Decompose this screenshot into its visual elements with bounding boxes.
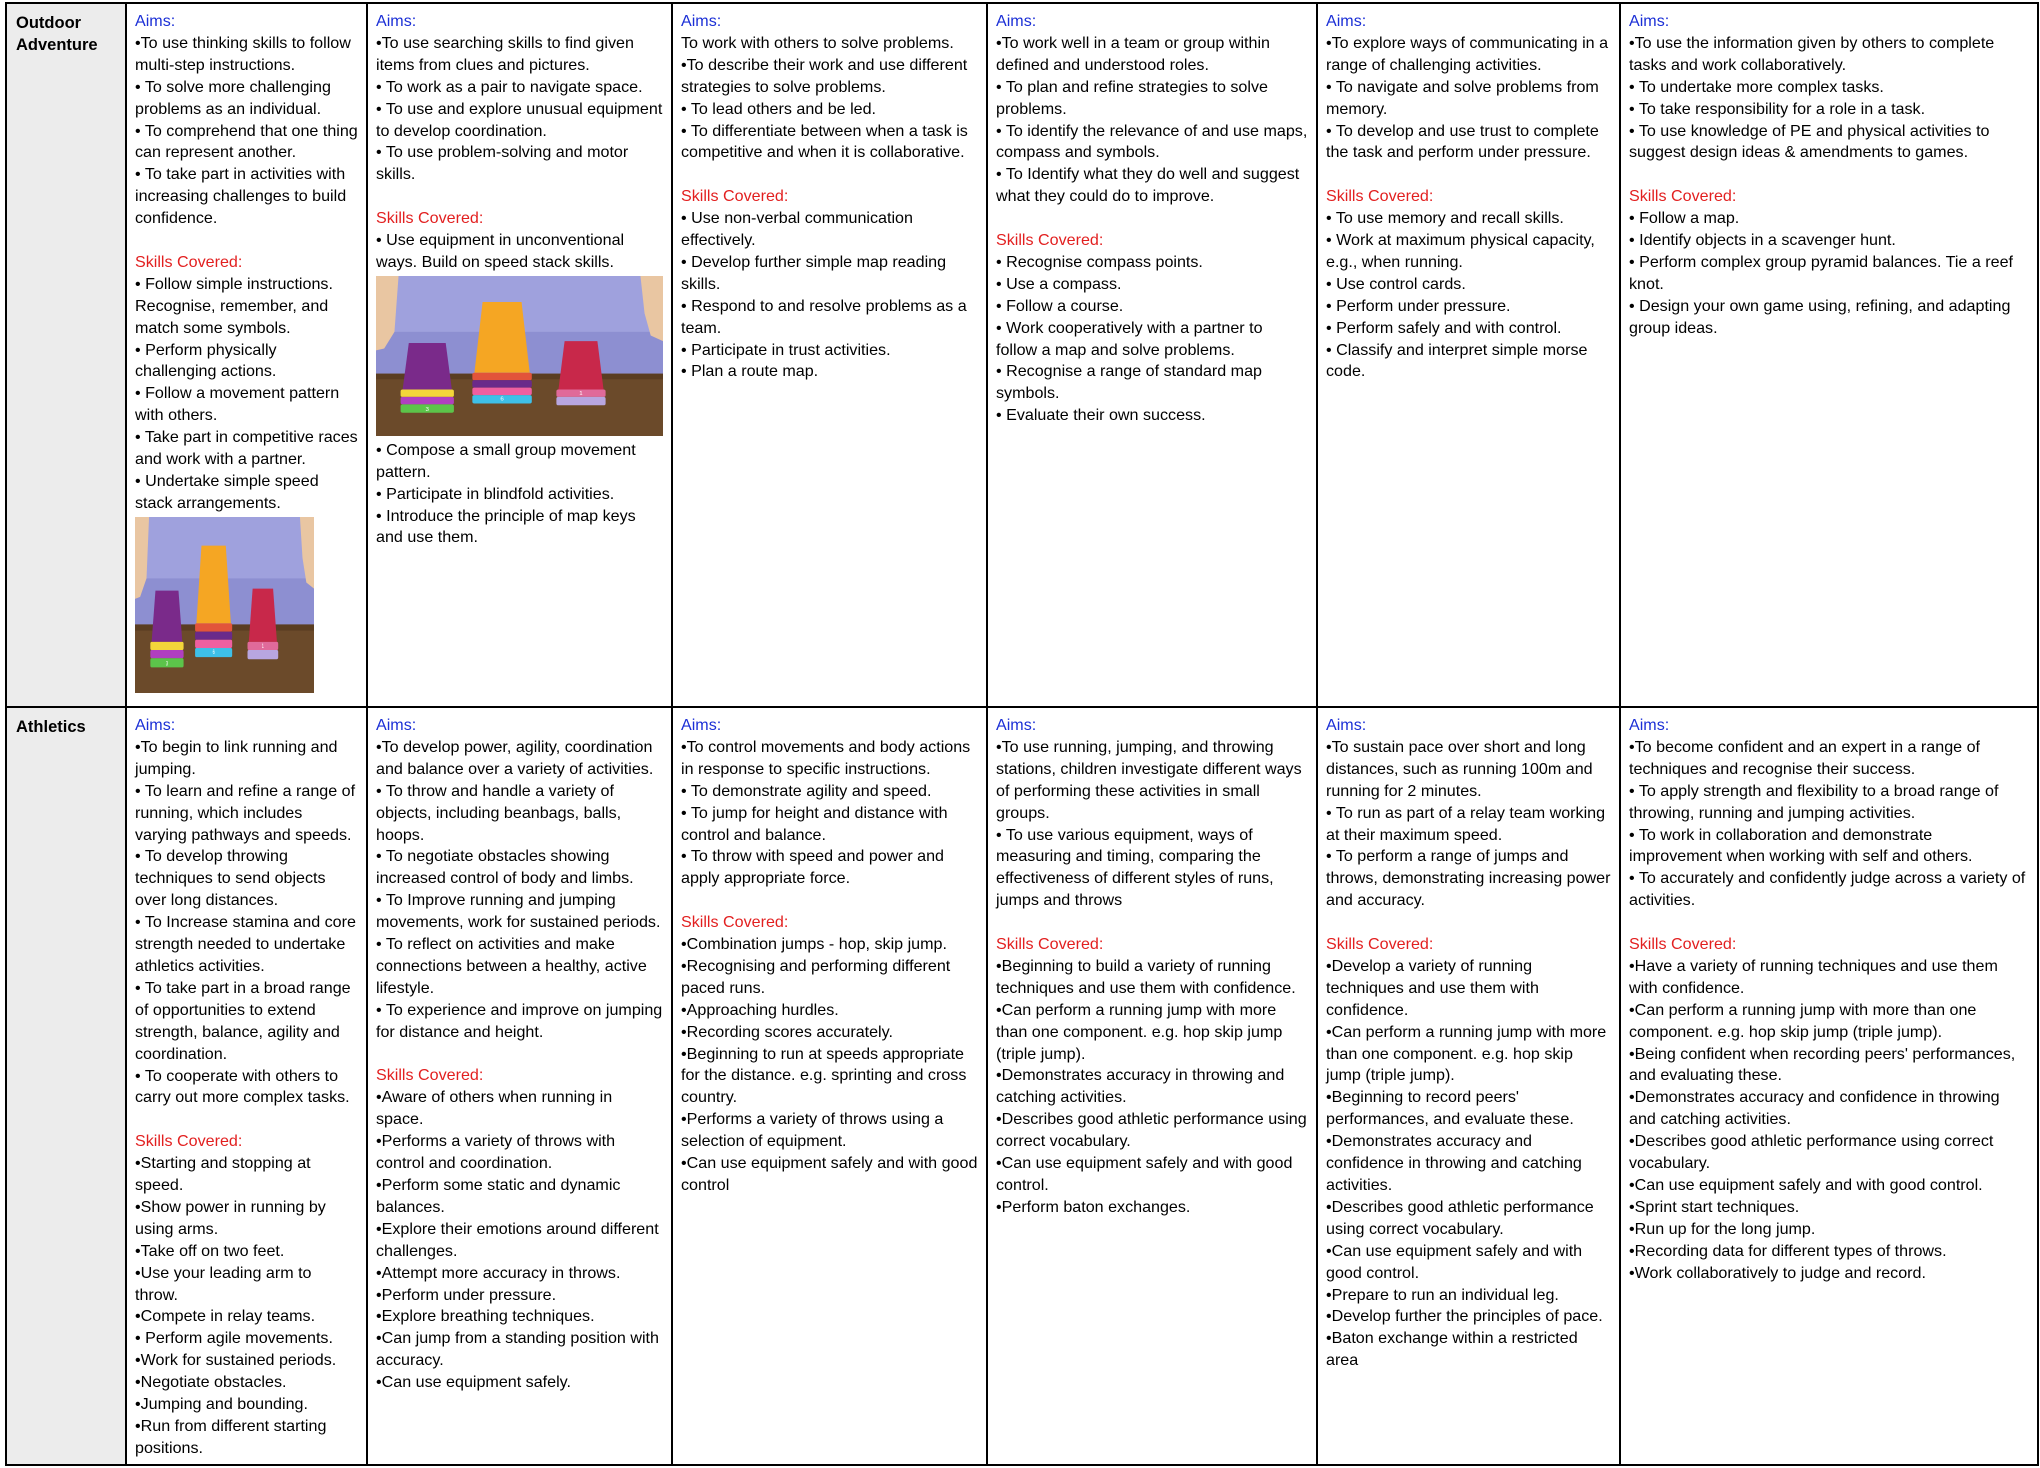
skill-item: •Describes good athletic performance using correct vocabulary.: [1326, 1197, 1594, 1238]
skills-heading: Skills Covered:: [135, 252, 243, 271]
svg-text:1: 1: [261, 643, 264, 651]
skill-item: • Perform complex group pyramid balances. Tie a reef knot.: [1629, 252, 2014, 293]
aim-item: • To develop and use trust to complete the task and perform under pressure.: [1326, 121, 1599, 162]
spacer: [681, 164, 978, 186]
aim-item: • To develop throwing techniques to send objects over long distances.: [135, 847, 326, 910]
aim-item: •To develop power, agility, coordination and balance over a variety of activities.: [376, 737, 654, 778]
aim-item: • To accurately and confidently judge across a variety of activities.: [1629, 869, 2026, 910]
skill-item: •Use your leading arm to throw.: [135, 1263, 312, 1304]
curriculum-cell: [126, 707, 367, 1465]
skill-item: •Describes good athletic performance using correct vocabulary.: [996, 1110, 1307, 1151]
aim-item: • To reflect on activities and make connections between a healthy, active lifestyle.: [376, 935, 647, 997]
skill-item: • Follow a map.: [1629, 209, 1740, 228]
skill-item: •Run up for the long jump.: [1629, 1219, 1816, 1238]
spacer: [135, 230, 358, 252]
aims-heading: Aims:: [1326, 716, 1367, 734]
skill-item: •Can perform a running jump with more than one component. e.g. hop skip jump (triple jump).: [996, 1000, 1283, 1063]
aim-item: • To Identify what they do well and suggest what they could do to improve.: [996, 165, 1300, 206]
skill-item: •Performs a variety of throws using a selection of equipment.: [681, 1110, 944, 1151]
skill-item: •Work for sustained periods.: [135, 1351, 337, 1370]
skill-item: •Can use equipment safely and with good control: [681, 1154, 978, 1195]
aim-item: • To jump for height and distance with control and balance.: [681, 803, 948, 844]
skill-item: •Recognising and performing different paced runs.: [681, 956, 951, 997]
subject-label: Athletics: [6, 707, 126, 1465]
aim-item: • To use knowledge of PE and physical activities to suggest design ideas & amendments to games.: [1629, 121, 1990, 162]
curriculum-cell: [672, 707, 987, 1465]
skill-item: •Can use equipment safely and with good control.: [1326, 1241, 1583, 1282]
aim-item: • To apply strength and flexibility to a broad range of throwing, running and jumping activities.: [1629, 781, 1999, 822]
skills-heading: Skills Covered:: [376, 209, 484, 228]
skills-heading: Skills Covered:: [1629, 187, 1737, 206]
skill-item: • Follow simple instructions. Recognise, remember, and match some symbols.: [135, 274, 333, 337]
skill-item: •Can perform a running jump with more than one component. e.g. hop skip jump (triple jump).: [1326, 1022, 1607, 1085]
aim-item: •To use running, jumping, and throwing stations, children investigate different ways of performing these activities in small groups.: [996, 737, 1302, 822]
aims-heading: Aims:: [376, 12, 417, 30]
skill-item: •Compete in relay teams.: [135, 1307, 316, 1326]
skill-item: •Show power in running by using arms.: [135, 1197, 326, 1238]
aims-heading: Aims:: [1629, 716, 1670, 734]
curriculum-cell: [1317, 707, 1620, 1465]
skill-item: •Approaching hurdles.: [681, 1000, 839, 1019]
aim-item: •To use searching skills to find given items from clues and pictures.: [376, 33, 634, 74]
skill-item: • Use equipment in unconventional ways. Build on speed stack skills.: [376, 231, 625, 271]
curriculum-cell: [126, 3, 367, 707]
activity-photo: [376, 276, 663, 436]
curriculum-table: [5, 2, 2039, 1466]
svg-text:3: 3: [165, 660, 169, 668]
skill-item: •Demonstrates accuracy in throwing and catching activities.: [996, 1066, 1285, 1107]
aim-item: To work with others to solve problems.: [681, 33, 954, 52]
table-row: [6, 707, 2038, 1465]
skill-item: • Use a compass.: [996, 274, 1122, 293]
curriculum-cell: [367, 3, 672, 707]
curriculum-cell: [1620, 3, 2038, 707]
aim-item: • To navigate and solve problems from memory.: [1326, 77, 1599, 118]
aim-item: • To comprehend that one thing can represent another.: [135, 121, 358, 162]
aims-heading: Aims:: [1326, 12, 1367, 30]
skills-heading: Skills Covered:: [135, 1132, 243, 1151]
skill-item: •Demonstrates accuracy and confidence in throwing and catching activities.: [1629, 1088, 2000, 1129]
skill-item: • Work at maximum physical capacity, e.g., when running.: [1326, 231, 1595, 271]
aim-item: • To take responsibility for a role in a task.: [1629, 99, 1926, 118]
skills-heading: Skills Covered:: [681, 187, 789, 206]
aim-item: • To take part in activities with increasing challenges to build confidence.: [135, 165, 347, 228]
skill-item: •Beginning to build a variety of running techniques and use them with confidence.: [996, 956, 1296, 997]
skills-heading: Skills Covered:: [1326, 187, 1434, 206]
skill-item: •Baton exchange within a restricted area: [1326, 1329, 1578, 1370]
speed-stack-cups-image: [376, 276, 663, 436]
spacer: [681, 890, 978, 912]
skill-item: • Perform safely and with control.: [1326, 318, 1562, 337]
skills-heading: Skills Covered:: [1326, 935, 1434, 954]
skill-item: • Perform under pressure.: [1326, 296, 1511, 315]
skill-item: •Work collaboratively to judge and record.: [1629, 1263, 1926, 1282]
spacer: [996, 208, 1308, 230]
aim-item: • To negotiate obstacles showing increased control of body and limbs.: [376, 847, 634, 888]
curriculum-cell: [987, 3, 1317, 707]
subject-label: Outdoor Adventure: [6, 3, 126, 707]
aim-item: •To describe their work and use different strategies to solve problems.: [681, 55, 968, 96]
skill-item: •Perform some static and dynamic balances.: [376, 1176, 621, 1216]
skill-item: •Recording scores accurately.: [681, 1022, 893, 1041]
skill-item: •Can use equipment safely and with good control.: [996, 1154, 1293, 1195]
skill-item: • Respond to and resolve problems as a team.: [681, 296, 967, 337]
skill-item: •Sprint start techniques.: [1629, 1197, 1800, 1216]
skill-item: •Aware of others when running in space.: [376, 1088, 613, 1129]
aim-item: • To run as part of a relay team working at their maximum speed.: [1326, 803, 1606, 844]
skill-item: • Follow a movement pattern with others.: [135, 384, 340, 425]
aim-item: • To work as a pair to navigate space.: [376, 77, 643, 96]
skill-item: •Explore breathing techniques.: [376, 1307, 595, 1326]
skill-item: •Recording data for different types of throws.: [1629, 1241, 1947, 1260]
aims-heading: Aims:: [996, 716, 1037, 734]
spacer: [376, 186, 663, 208]
skill-item: •Attempt more accuracy in throws.: [376, 1263, 621, 1282]
aim-item: •To explore ways of communicating in a range of challenging activities.: [1326, 33, 1609, 74]
skill-item: •Can perform a running jump with more than one component. e.g. hop skip jump (triple jump).: [1629, 1000, 1977, 1041]
aim-item: • To undertake more complex tasks.: [1629, 77, 1884, 96]
spacer: [1326, 912, 1611, 934]
aim-item: • To differentiate between when a task is competitive and when it is collaborative.: [681, 121, 968, 162]
skill-item: • Classify and interpret simple morse code.: [1326, 340, 1588, 381]
aim-item: • To demonstrate agility and speed.: [681, 781, 932, 800]
spacer: [996, 912, 1308, 934]
skill-item: • Design your own game using, refining, and adapting group ideas.: [1629, 296, 2011, 337]
skill-item: •Beginning to run at speeds appropriate for the distance. e.g. sprinting and cross country.: [681, 1044, 967, 1107]
skill-item: •Starting and stopping at speed.: [135, 1154, 311, 1195]
aim-item: •To become confident and an expert in a range of techniques and recognise their success.: [1629, 737, 1980, 778]
skill-item: • Plan a route map.: [681, 362, 819, 381]
skill-item: • Use control cards.: [1326, 274, 1466, 293]
skill-item: • Evaluate their own success.: [996, 406, 1206, 425]
aim-item: • To work in collaboration and demonstrate improvement when working with self and others.: [1629, 825, 1973, 866]
skills-heading: Skills Covered:: [996, 935, 1104, 954]
activity-photo: [135, 517, 314, 693]
curriculum-cell: [1620, 707, 2038, 1465]
skill-item: • Work cooperatively with a partner to follow a map and solve problems.: [996, 318, 1263, 359]
curriculum-cell: [367, 707, 672, 1465]
skill-item: •Explore their emotions around different challenges.: [376, 1219, 659, 1260]
aims-heading: Aims:: [376, 716, 417, 734]
skill-item: • Participate in trust activities.: [681, 340, 891, 359]
svg-text:6: 6: [212, 649, 215, 657]
aim-item: • To Improve running and jumping movements, work for sustained periods.: [376, 891, 661, 932]
curriculum-cell: [1317, 3, 1620, 707]
skill-item: •Have a variety of running techniques and use them with confidence.: [1629, 956, 1998, 997]
skill-item: • Introduce the principle of map keys and use them.: [376, 506, 636, 547]
skill-item: •Performs a variety of throws with control and coordination.: [376, 1132, 616, 1173]
skill-item: •Can use equipment safely.: [376, 1373, 571, 1392]
aims-heading: Aims:: [681, 716, 722, 734]
aims-heading: Aims:: [135, 716, 176, 734]
skill-item: •Develop further the principles of pace.: [1326, 1307, 1603, 1326]
skills-heading: Skills Covered:: [1629, 935, 1737, 954]
svg-text:3: 3: [425, 406, 429, 413]
skill-item: • Compose a small group movement pattern.: [376, 440, 636, 481]
skill-item: • Perform agile movements.: [135, 1329, 333, 1348]
aim-item: •To work well in a team or group within defined and understood roles.: [996, 33, 1270, 74]
aim-item: • To throw with speed and power and apply appropriate force.: [681, 847, 944, 888]
aim-item: •To sustain pace over short and long distances, such as running 100m and running for 2 minutes.: [1326, 737, 1593, 800]
spacer: [135, 1109, 358, 1131]
aim-item: • To Increase stamina and core strength needed to undertake athletics activities.: [135, 913, 356, 975]
aim-item: • To lead others and be led.: [681, 99, 877, 118]
skill-item: • Follow a course.: [996, 296, 1124, 315]
aim-item: •To use the information given by others to complete tasks and work collaboratively.: [1629, 33, 1995, 74]
aim-item: • To experience and improve on jumping for distance and height.: [376, 1000, 663, 1041]
aim-item: • To use problem-solving and motor skills.: [376, 143, 629, 184]
skill-item: •Perform under pressure.: [376, 1285, 557, 1304]
aim-item: • To throw and handle a variety of objects, including beanbags, balls, hoops.: [376, 781, 622, 844]
skills-heading: Skills Covered:: [376, 1066, 484, 1085]
skill-item: •Can jump from a standing position with accuracy.: [376, 1329, 659, 1370]
speed-stack-cups-image: [135, 517, 314, 693]
skill-item: •Prepare to run an individual leg.: [1326, 1285, 1559, 1304]
aims-heading: Aims:: [681, 12, 722, 30]
skill-item: •Can use equipment safely and with good control.: [1629, 1176, 1983, 1195]
aim-item: •To use thinking skills to follow multi-step instructions.: [135, 33, 351, 74]
aim-item: • To use various equipment, ways of measuring and timing, comparing the effectiveness of different styles of runs, jumps and throws: [996, 825, 1274, 910]
skill-item: •Beginning to record peers' performances, and evaluate these.: [1326, 1088, 1574, 1129]
aim-item: • To identify the relevance of and use maps, compass and symbols.: [996, 121, 1308, 162]
svg-text:1: 1: [579, 391, 583, 397]
skill-item: • Take part in competitive races and work with a partner.: [135, 428, 358, 469]
aim-item: • To perform a range of jumps and throws, demonstrating increasing power and accuracy.: [1326, 847, 1611, 910]
skill-item: •Negotiate obstacles.: [135, 1373, 287, 1392]
svg-text:6: 6: [500, 396, 504, 403]
curriculum-cell: [672, 3, 987, 707]
skill-item: • Identify objects in a scavenger hunt.: [1629, 231, 1896, 250]
aims-heading: Aims:: [135, 12, 176, 30]
skill-item: • Participate in blindfold activities.: [376, 484, 615, 503]
skill-item: •Jumping and bounding.: [135, 1395, 308, 1414]
spacer: [1326, 164, 1611, 186]
aim-item: • To take part in a broad range of opportunities to extend strength, balance, agility and coordination.: [135, 978, 351, 1063]
skill-item: • Recognise compass points.: [996, 252, 1203, 271]
skill-item: • Use non-verbal communication effectively.: [681, 209, 913, 250]
aim-item: •To begin to link running and jumping.: [135, 737, 338, 778]
aim-item: • To solve more challenging problems as an individual.: [135, 77, 331, 118]
skills-heading: Skills Covered:: [681, 913, 789, 932]
skill-item: •Perform baton exchanges.: [996, 1197, 1191, 1216]
skill-item: •Develop a variety of running techniques and use them with confidence.: [1326, 956, 1539, 1019]
aim-item: • To use and explore unusual equipment to develop coordination.: [376, 99, 663, 140]
skill-item: •Combination jumps - hop, skip jump.: [681, 935, 947, 954]
skill-item: •Demonstrates accuracy and confidence in throwing and catching activities.: [1326, 1132, 1582, 1195]
skill-item: • Develop further simple map reading skills.: [681, 252, 947, 293]
aim-item: •To control movements and body actions in response to specific instructions.: [681, 737, 971, 778]
aim-item: • To plan and refine strategies to solve problems.: [996, 77, 1268, 118]
skill-item: • Recognise a range of standard map symbols.: [996, 362, 1262, 403]
aims-heading: Aims:: [996, 12, 1037, 30]
skill-item: •Take off on two feet.: [135, 1241, 285, 1260]
skill-item: • To use memory and recall skills.: [1326, 209, 1564, 228]
skill-item: • Perform physically challenging actions.: [135, 340, 277, 381]
skill-item: •Run from different starting positions.: [135, 1416, 327, 1457]
skill-item: •Describes good athletic performance using correct vocabulary.: [1629, 1132, 1994, 1173]
aim-item: • To cooperate with others to carry out more complex tasks.: [135, 1066, 350, 1107]
skills-heading: Skills Covered:: [996, 231, 1104, 250]
skill-item: • Undertake simple speed stack arrangements.: [135, 472, 319, 512]
curriculum-cell: [987, 707, 1317, 1465]
table-row: [6, 3, 2038, 707]
skill-item: •Being confident when recording peers' performances, and evaluating these.: [1629, 1044, 2016, 1085]
spacer: [1629, 912, 2029, 934]
spacer: [1629, 164, 2029, 186]
spacer: [376, 1044, 663, 1066]
aim-item: • To learn and refine a range of running, which includes varying pathways and speeds.: [135, 781, 356, 844]
aims-heading: Aims:: [1629, 12, 1670, 30]
